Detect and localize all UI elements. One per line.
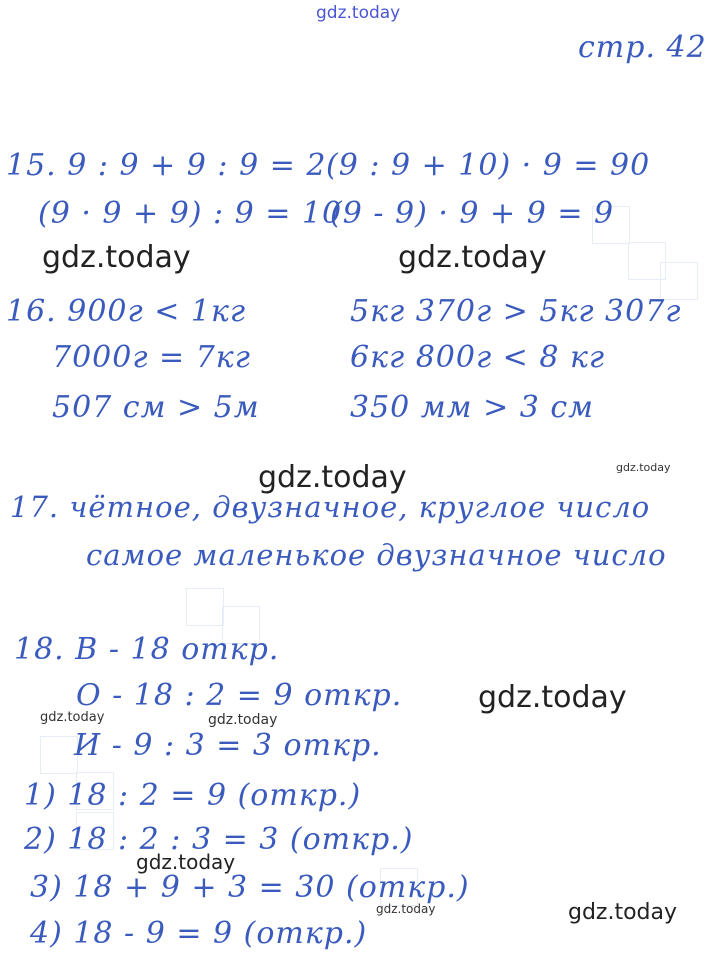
watermark: gdz.today — [568, 900, 678, 925]
page-number: стр. 42 — [578, 30, 707, 65]
task17-line1: 17. чётное, двузначное, круглое число — [10, 490, 651, 524]
task16-right-line2: 6кг 800г < 8 кг — [350, 340, 606, 375]
task15-line1: 15. 9 : 9 + 9 : 9 = 2 — [6, 148, 327, 183]
grid-cell — [40, 736, 78, 774]
task16-line3: 507 см > 5м — [52, 390, 260, 425]
task18-line2: О - 18 : 2 = 9 откр. — [76, 678, 403, 713]
watermark: gdz.today — [136, 850, 236, 874]
task18-step4: 4) 18 - 9 = 9 (откр.) — [30, 916, 368, 951]
watermark: gdz.today — [478, 680, 627, 715]
grid-cell — [186, 588, 224, 626]
watermark: gdz.today — [258, 460, 407, 495]
task16-right-line1: 5кг 370г > 5кг 307г — [350, 294, 682, 329]
watermark: gdz.today — [616, 461, 671, 474]
watermark: gdz.today — [398, 240, 547, 275]
task16-right-line3: 350 мм > 3 см — [350, 390, 595, 425]
watermark: gdz.today — [42, 240, 191, 275]
task16-line1: 16. 900г < 1кг — [6, 294, 247, 329]
task15-right-line2: (9 - 9) · 9 + 9 = 9 — [330, 196, 615, 231]
watermark: gdz.today — [376, 902, 436, 916]
task18-step2: 2) 18 : 2 : 3 = 3 (откр.) — [24, 822, 414, 857]
task18-line3: И - 9 : 3 = 3 откр. — [74, 728, 382, 763]
task15-right-line1: (9 : 9 + 10) · 9 = 90 — [326, 148, 651, 183]
task15-line2: (9 · 9 + 9) : 9 = 10 — [38, 196, 343, 231]
watermark: gdz.today — [208, 712, 278, 728]
watermark-top: gdz.today — [316, 3, 401, 23]
task18-step1: 1) 18 : 2 = 9 (откр.) — [24, 778, 362, 813]
task17-line2: самое маленькое двузначное число — [86, 538, 667, 572]
task18-step3: 3) 18 + 9 + 3 = 30 (откр.) — [30, 870, 470, 905]
task16-line2: 7000г = 7кг — [52, 340, 251, 375]
task18-line1: 18. В - 18 откр. — [14, 632, 280, 667]
watermark: gdz.today — [40, 710, 105, 725]
